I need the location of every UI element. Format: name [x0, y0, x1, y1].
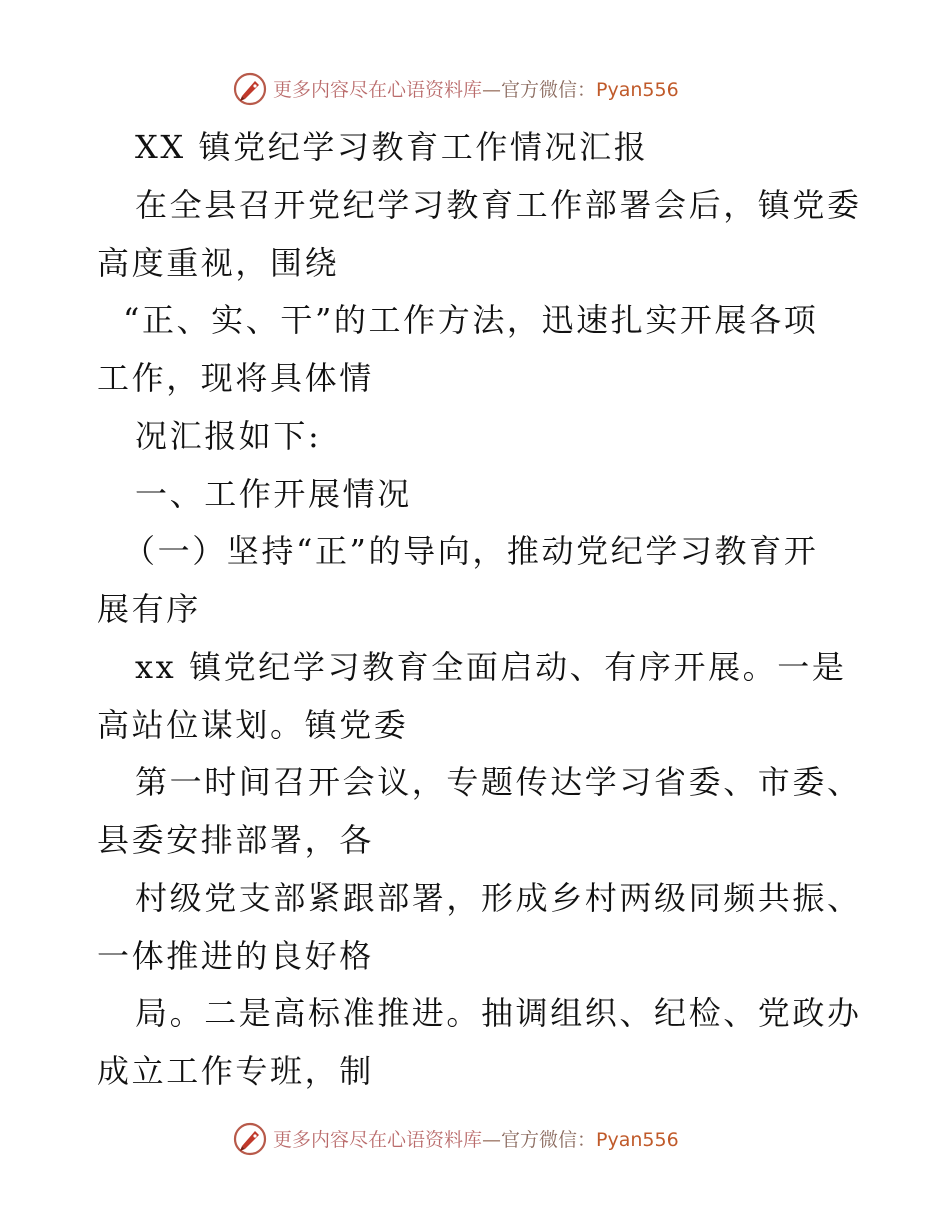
header-watermark — [0, 70, 950, 110]
watermark-id: Pyan556 — [596, 1129, 679, 1151]
watermark-main-text: 更多内容尽在心语资料库 — [273, 1129, 483, 1151]
pen-nib-logo-icon — [233, 1122, 267, 1156]
section-heading: 一、工作开展情况 — [135, 475, 412, 513]
paragraph-line: 成立工作专班，制 — [97, 1052, 374, 1090]
paragraph-line: 局。二是高标准推进。抽调组织、纪检、党政办 — [135, 994, 862, 1032]
watermark-dash: — — [482, 79, 502, 101]
paragraph-line: 展有序 — [97, 590, 201, 628]
paragraph-line: xx 镇党纪学习教育全面启动、有序开展。一是 — [135, 648, 847, 686]
paragraph-line: “正、实、干”的工作方法，迅速扎实开展各项 — [123, 301, 819, 339]
paragraph-line: 第一时间召开会议，专题传达学习省委、市委、 — [135, 763, 862, 801]
pen-nib-logo-icon — [233, 72, 267, 106]
paragraph-line: 在全县召开党纪学习教育工作部署会后，镇党委 — [135, 186, 862, 224]
footer-watermark — [0, 1120, 950, 1160]
paragraph-line: 村级党支部紧跟部署，形成乡村两级同频共振、 — [135, 879, 862, 917]
watermark-label: 官方微信： — [501, 1129, 597, 1151]
paragraph-line: 况汇报如下: — [135, 417, 322, 455]
paragraph-line: 工作，现将具体情 — [97, 359, 374, 397]
paragraph-line: 一体推进的良好格 — [97, 937, 374, 975]
watermark-text — [273, 1126, 679, 1154]
document-title: XX 镇党纪学习教育工作情况汇报 — [135, 128, 649, 166]
paragraph-line: 高度重视，围绕 — [97, 244, 340, 282]
watermark-label: 官方微信： — [501, 79, 597, 101]
paragraph-line: 高站位谋划。镇党委 — [97, 706, 409, 744]
watermark-dash: — — [482, 1129, 502, 1151]
watermark-text — [273, 76, 679, 104]
subsection-heading: （一）坚持“正”的导向，推动党纪学习教育开 — [123, 532, 819, 570]
watermark-main-text: 更多内容尽在心语资料库 — [273, 79, 483, 101]
paragraph-line: 县委安排部署，各 — [97, 821, 374, 859]
watermark-id: Pyan556 — [596, 79, 679, 101]
